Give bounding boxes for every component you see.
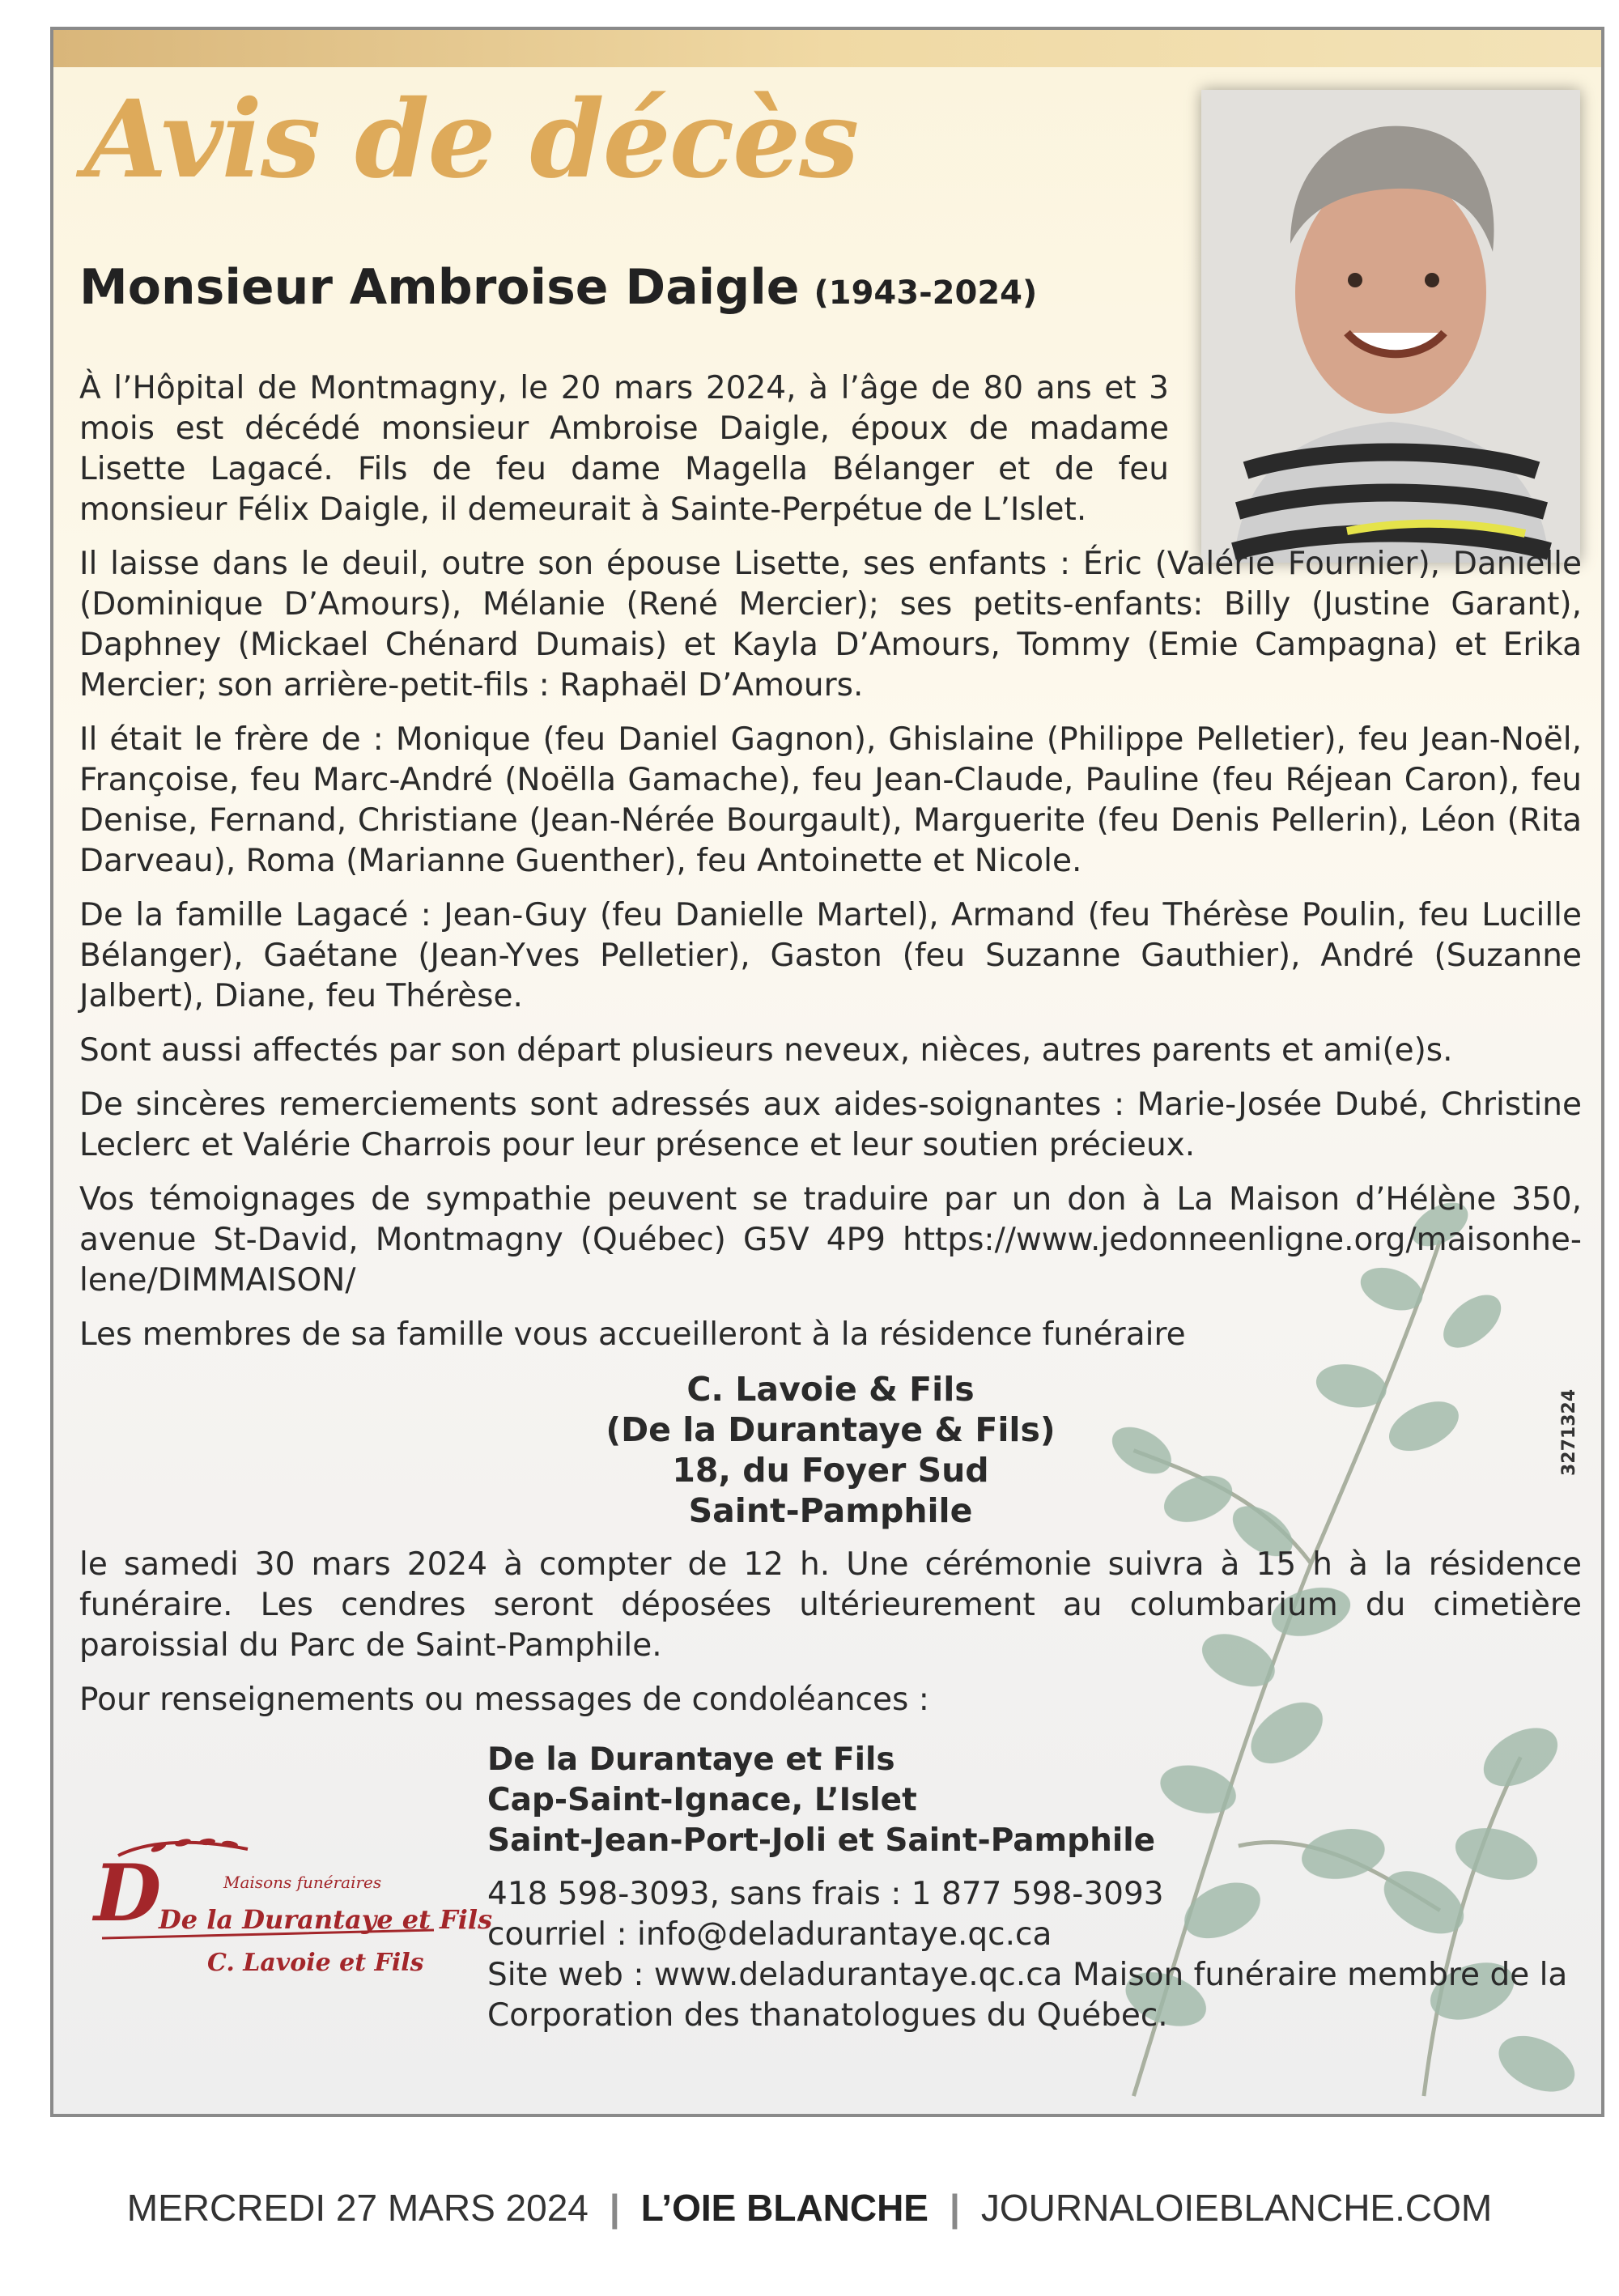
notice-heading: Avis de décès xyxy=(84,77,858,202)
funeral-home-logo xyxy=(86,1831,493,1993)
page-footer xyxy=(0,2186,1619,2230)
paragraph-info: Pour renseignements ou messages de condoléances : xyxy=(79,1682,929,1718)
notice-body xyxy=(79,368,1582,1734)
name-text: Monsieur Ambroise Daigle xyxy=(79,259,800,316)
logo-letter: D xyxy=(94,1847,162,1939)
logo-line1: De la Durantaye et Fils xyxy=(159,1904,493,1935)
paragraph-ceremony: le samedi 30 mars 2024 à compter de 12 h. Une cérémonie suivra à 15 h à la résidence funéraire. Les cendres seront déposées ultérieurement au columbarium du cimetière paroissial du Parc de Saint-Pamphile. xyxy=(79,1546,1582,1664)
venue-line: C. Lavoie & Fils xyxy=(686,1370,975,1409)
paragraph-lagace-family: De la famille Lagacé : Jean-Guy (feu Danielle Martel), Armand (feu Thérèse Poulin, feu Lucille Bélanger), Gaétane (Jean-Yves Pelletier), Gaston (feu Suzanne Gauthier), André (Suzanne Jalbert), Diane, feu Thérèse. xyxy=(79,897,1582,1014)
life-years: (1943-2024) xyxy=(814,274,1038,312)
contact-block xyxy=(487,1740,1580,2036)
paragraph-siblings: Il était le frère de : Monique (feu Daniel Gagnon), Ghislaine (Philippe Pelletier), feu Jean-Noël, Françoise, feu Marc-André (Noëlla Gamache), feu Jean-Claude, Pauline (feu Réjean Caron), feu Denise, Fernand, Christiane (Jean-Nérée Bourgault), Marguerite (feu Denis Pellerin), Léon (Rita Darveau), Roma (Marianne Guenther), feu Antoinette et Nicole. xyxy=(79,721,1582,879)
paragraph-survivors: Il laisse dans le deuil, outre son épouse Lisette, ses enfants : Éric (Valérie Fournier), Danielle (Dominique D’Amours), Mélanie (René Mercier); ses petits-enfants: Billy (Justine Garant), Daphney (Mickael Chénard Dumais) et Kayla D’Amours, Tommy (Emie Campagna) et Erika Mercier; son arrière-petit-fils : Raphaël D’Amours. xyxy=(79,546,1582,704)
footer-separator: | xyxy=(609,2187,620,2229)
footer-separator: | xyxy=(950,2187,960,2229)
logo-line2: C. Lavoie et Fils xyxy=(207,1949,424,1977)
notice-frame xyxy=(50,27,1604,2117)
footer-paper: L’OIE BLANCHE xyxy=(640,2187,928,2229)
logo-graphic xyxy=(86,1831,493,1993)
logo-tagline: Maisons funéraires xyxy=(223,1873,382,1892)
reference-number: 3271324 xyxy=(1559,1388,1579,1476)
venue-line: (De la Durantaye & Fils) xyxy=(606,1410,1056,1449)
footer-site: JOURNALOIEBLANCHE.COM xyxy=(980,2187,1493,2229)
funeral-venue xyxy=(79,1369,1582,1531)
contact-web: Site web : www.deladurantaye.qc.ca Maison funéraire membre de la Corporation des thanatologues du Québec. xyxy=(487,1957,1568,2034)
contact-email: courriel : info@deladurantaye.qc.ca xyxy=(487,1916,1052,1953)
contact-gap xyxy=(487,1861,1580,1874)
paragraph-visitation: Les membres de sa famille vous accueilleront à la résidence funéraire xyxy=(79,1316,1186,1353)
paragraph-relatives: Sont aussi affectés par son départ plusieurs neveux, nièces, autres parents et ami(e)s. xyxy=(79,1032,1453,1069)
deceased-name xyxy=(79,259,1037,316)
venue-line: 18, du Foyer Sud xyxy=(672,1451,989,1490)
contact-phone: 418 598-3093, sans frais : 1 877 598-3093 xyxy=(487,1876,1164,1912)
contact-name-line: De la Durantaye et Fils xyxy=(487,1741,895,1778)
footer-date: MERCREDI 27 MARS 2024 xyxy=(126,2187,589,2229)
contact-name-line: Saint-Jean-Port-Joli et Saint-Pamphile xyxy=(487,1822,1156,1859)
paragraph-death: À l’Hôpital de Montmagny, le 20 mars 2024, à l’âge de 80 ans et 3 mois est décédé monsieur Ambroise Daigle, époux de madame Lisette Lagacé. Fils de feu dame Magella Bélanger et de feu monsieur Félix Daigle, il demeurait à Sainte-Perpétue de L’Islet. xyxy=(79,370,1169,528)
paragraph-donations: Vos témoignages de sympathie peuvent se traduire par un don à La Maison d’Hélène 350, avenue St-David, Montmagny (Québec) G5V 4P9 https://www.jedonneenligne.org/maisonhe-lene/DIMMAISON/ xyxy=(79,1181,1582,1299)
paragraph-thanks: De sincères remerciements sont adressés aux aides-soignantes : Marie-Josée Dubé, Christine Leclerc et Valérie Charrois pour leur présence et leur soutien précieux. xyxy=(79,1086,1582,1163)
contact-name-line: Cap-Saint-Ignace, L’Islet xyxy=(487,1782,917,1818)
venue-line: Saint-Pamphile xyxy=(688,1491,973,1530)
